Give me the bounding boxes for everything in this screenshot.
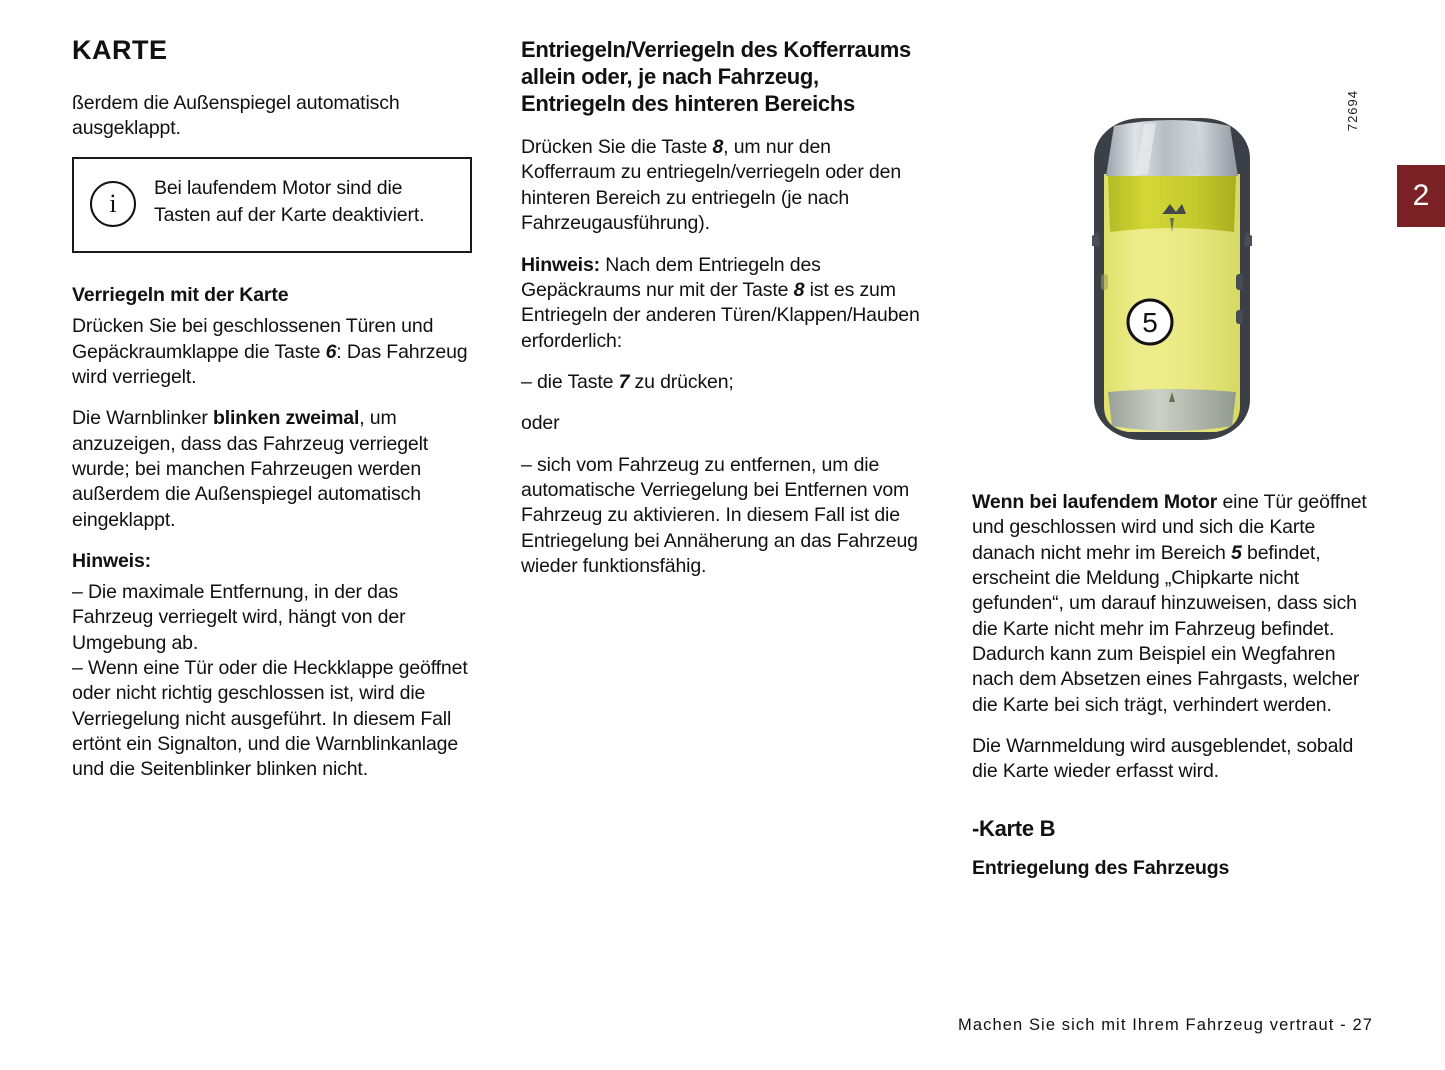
paragraph-hinweis-col2 <box>521 253 929 354</box>
heading-entriegelung-des-fahrzeugs: Entriegelung des Fahrzeugs <box>972 856 1230 879</box>
lock-2-text-a: Die Warnblinker <box>72 407 214 430</box>
page-footer: Machen Sie sich mit Ihrem Fahrzeug vertraut - 27 <box>957 1016 1373 1034</box>
info-note-box <box>72 157 472 253</box>
vehicle-zone-marker-5: 5 <box>1142 307 1158 338</box>
lock-1-text-c: : Das Fahrzeug wird verriegelt. <box>72 340 468 389</box>
heading-verriegeln-mit-der-karte: Verriegeln mit der Karte <box>72 284 289 307</box>
bullet-item-2-col1: – Wenn eine Tür oder die Heckklappe geöffnet oder nicht richtig geschlossen ist, wird die Verriegelung nicht ausgeführt. In diesem Fall ertönt ein Signalton, und die Warnblinkanlage und die Seitenblinker blinken nicht. <box>72 657 468 781</box>
hinweis-text-a: Nach dem Entriegeln des Gepäckraums nur mit der Taste <box>521 253 821 301</box>
lock-1-text-a: Drücken Sie bei geschlossenen Türen und Gepäckraumklappe die Taste <box>72 315 434 363</box>
info-circle-icon: i <box>90 181 136 227</box>
intro-paragraph: ßerdem die Außenspiegel automatisch ausgeklappt. <box>72 91 400 140</box>
chapter-tab-number: 2 <box>1412 179 1430 212</box>
heading-entriegeln-verriegeln-kofferraum: Entriegeln/Verriegeln des Kofferraums allein oder, je nach Fahrzeug, Entriegeln des hinteren Bereichs <box>521 37 911 117</box>
running-engine-zone-ref: 5 <box>1231 541 1242 564</box>
heading-hinweis-col1: Hinweis: <box>72 550 151 573</box>
bullet-item-1-col2 <box>521 370 929 395</box>
figure-code-label: 72694 <box>1345 90 1360 132</box>
paragraph-warning-hidden: Die Warnmeldung wird ausgeblendet, sobald die Karte wieder erfasst wird. <box>972 735 1354 783</box>
column-middle <box>521 36 929 579</box>
lock-2-text-c: , um anzuzeigen, dass das Fahrzeug verriegelt wurde; bei manchen Fahrzeugen werden außerdem die Außenspiegel automatisch eingeklappt. <box>72 407 429 531</box>
car-top-view-icon <box>1092 114 1252 444</box>
running-engine-text-d: befindet, erscheint die Meldung „Chipkarte nicht gefunden“, um darauf hinzuweisen, dass sich die Karte nicht mehr im Fahrzeug befindet. Dadurch kann zum Beispiel ein Wegfahren nach dem Absetzen eines Fahrgasts, welcher die Karte bei sich trägt, verhindert werden. <box>972 541 1360 716</box>
running-engine-text-b: eine Tür geöffnet und geschlossen wird und sich die Karte danach nicht mehr im Bereich <box>972 491 1367 564</box>
bullet-item-2-col2: – sich vom Fahrzeug zu entfernen, um die automatische Verriegelung bei Entfernen vom Fahrzeug zu aktivieren. In diesem Fall ist die Entriegelung bei Annäherung an das Fahrzeug wieder funktionsfähig. <box>521 453 918 577</box>
lock-2-emphasis: blinken zweimal <box>213 407 360 430</box>
paragraph-lock-1 <box>72 314 472 390</box>
paragraph-trunk-1 <box>521 135 929 236</box>
running-engine-emphasis: Wenn bei laufendem Motor <box>972 491 1218 513</box>
chapter-tab <box>1397 165 1445 227</box>
bullet-1-text-a: – die Taste <box>521 370 619 393</box>
trunk-1-text-a: Drücken Sie die Taste <box>521 136 713 159</box>
hinweis-button-ref: 8 <box>793 278 805 301</box>
lock-1-button-ref: 6 <box>325 340 337 363</box>
bullet-1-text-c: zu drücken; <box>629 370 734 393</box>
page-title: KARTE <box>72 35 168 65</box>
vehicle-illustration <box>1092 114 1252 444</box>
paragraph-oder: oder <box>521 412 560 435</box>
bullet-1-button-ref: 7 <box>618 370 630 393</box>
paragraph-lock-2 <box>72 406 472 533</box>
hinweis-text-c: ist es zum Entriegeln der anderen Türen/Klappen/Hauben erforderlich: <box>521 278 920 352</box>
trunk-1-text-c: , um nur den Kofferraum zu entriegeln/verriegeln oder den hinteren Bereich zu entriegeln (je nach Fahrzeugausführung). <box>521 136 902 235</box>
column-left <box>72 36 472 783</box>
column-right <box>972 490 1370 887</box>
trunk-1-button-ref: 8 <box>712 136 724 159</box>
figure-vehicle-top-view <box>972 86 1370 456</box>
hinweis-label-col2: Hinweis: <box>521 253 600 276</box>
heading-karte-b: -Karte B <box>972 815 1056 841</box>
paragraph-running-engine <box>972 490 1370 718</box>
info-note-text: Bei laufendem Motor sind die Tasten auf der Karte deaktiviert. <box>154 177 425 227</box>
bullet-item-1-col1: – Die maximale Entfernung, in der das Fahrzeug verriegelt wird, hängt von der Umgebung ab. <box>72 581 406 654</box>
